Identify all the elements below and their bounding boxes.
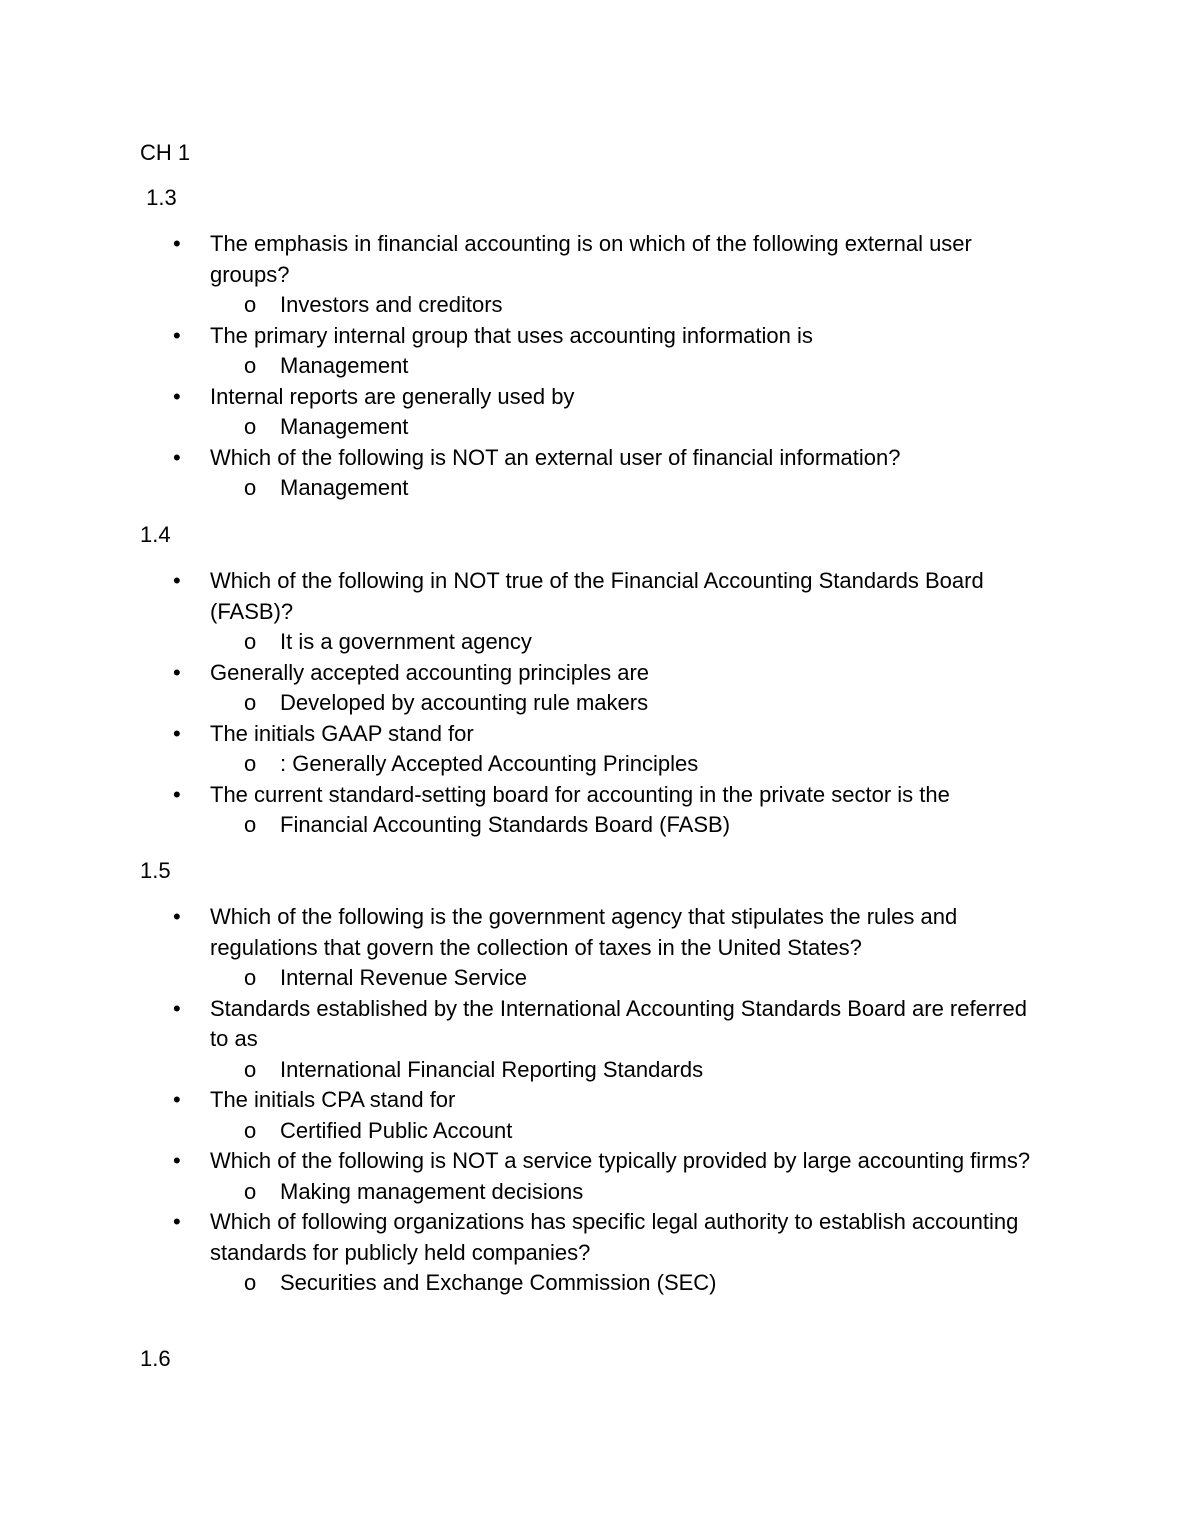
question-text: The initials GAAP stand for xyxy=(210,720,474,746)
answer-item xyxy=(210,688,1040,719)
list-item xyxy=(0,1207,1040,1299)
answer-item xyxy=(210,351,1040,382)
list-item xyxy=(0,229,1040,321)
answer-item xyxy=(210,1268,1040,1299)
bullet-icon: • xyxy=(173,781,181,807)
chapter-heading: CH 1 xyxy=(140,140,191,165)
bullet-icon: • xyxy=(173,444,181,470)
list-item xyxy=(0,902,1040,994)
question-text: Which of the following is NOT a service typically provided by large accounting firms? xyxy=(210,1148,1031,1173)
answer-item xyxy=(210,963,1040,994)
bullet-icon: • xyxy=(173,995,181,1021)
answer-item xyxy=(210,1116,1040,1147)
bullet-icon: • xyxy=(173,720,181,746)
list-item xyxy=(0,780,1040,841)
answer-item xyxy=(210,290,1040,321)
sub-bullet-icon: o xyxy=(244,475,257,500)
answer-item xyxy=(210,412,1040,443)
bullet-icon: • xyxy=(173,1087,181,1112)
question-list-1-3 xyxy=(0,229,1040,504)
sub-bullet-icon: o xyxy=(244,812,257,837)
section-label-1-6: 1.6 xyxy=(140,1346,171,1371)
section-label-1-5: 1.5 xyxy=(140,858,171,883)
bullet-icon: • xyxy=(173,322,181,348)
sub-bullet-icon: o xyxy=(244,690,257,715)
question-text: Which of the following is NOT an external user of financial information? xyxy=(210,444,901,470)
answer-item xyxy=(210,749,1040,780)
bullet-icon: • xyxy=(173,383,181,409)
section-label-1-3: 1.3 xyxy=(140,185,177,210)
sub-bullet-icon: o xyxy=(244,1270,257,1295)
bullet-icon: • xyxy=(173,1148,181,1173)
question-text: The primary internal group that uses accounting information is xyxy=(210,322,813,348)
list-item xyxy=(0,719,1040,780)
sub-bullet-icon: o xyxy=(244,414,257,439)
list-item xyxy=(0,658,1040,719)
answer-text: Securities and Exchange Commission (SEC) xyxy=(280,1270,717,1295)
question-text: Which of following organizations has specific legal authority to establish accounting standards for publicly held companies? xyxy=(210,1209,1019,1265)
question-text: Standards established by the International Accounting Standards Board are referred to as xyxy=(210,995,1027,1051)
list-item xyxy=(0,994,1040,1086)
answer-text: : Generally Accepted Accounting Principles xyxy=(280,751,699,776)
answer-text: Financial Accounting Standards Board (FASB) xyxy=(280,812,731,837)
bullet-icon: • xyxy=(173,1209,181,1234)
answer-text: Management xyxy=(280,353,409,378)
answer-item xyxy=(210,1177,1040,1208)
list-item xyxy=(0,321,1040,382)
sub-bullet-icon: o xyxy=(244,292,257,317)
list-item xyxy=(0,443,1040,504)
list-item xyxy=(0,566,1040,658)
answer-item xyxy=(210,627,1040,658)
question-list-1-4 xyxy=(0,566,1040,841)
answer-item xyxy=(210,810,1040,841)
bullet-icon: • xyxy=(173,904,181,929)
answer-text: Certified Public Account xyxy=(280,1117,513,1143)
list-item xyxy=(0,1085,1040,1146)
bullet-icon: • xyxy=(173,231,181,256)
answer-text: Making management decisions xyxy=(280,1178,584,1204)
sub-bullet-icon: o xyxy=(244,1178,257,1204)
sub-bullet-icon: o xyxy=(244,965,257,990)
answer-text: Management xyxy=(280,475,409,500)
answer-text: It is a government agency xyxy=(280,629,532,654)
answer-text: Developed by accounting rule makers xyxy=(280,690,649,715)
list-item xyxy=(0,382,1040,443)
sub-bullet-icon: o xyxy=(244,353,257,378)
bullet-icon: • xyxy=(173,568,181,593)
answer-text: International Financial Reporting Standards xyxy=(280,1056,704,1082)
bullet-icon: • xyxy=(173,659,181,685)
sub-bullet-icon: o xyxy=(244,1056,257,1082)
list-item xyxy=(0,1146,1040,1207)
sub-bullet-icon: o xyxy=(244,629,257,654)
sub-bullet-icon: o xyxy=(244,1117,257,1143)
question-text: Internal reports are generally used by xyxy=(210,383,575,409)
question-text: The current standard-setting board for accounting in the private sector is the xyxy=(210,781,950,807)
question-text: Which of the following in NOT true of the Financial Accounting Standards Board (FASB)? xyxy=(210,568,984,624)
question-text: Which of the following is the government agency that stipulates the rules and regulations that govern the collection of taxes in the United States? xyxy=(210,904,958,960)
answer-text: Internal Revenue Service xyxy=(280,965,528,990)
question-list-1-5 xyxy=(0,902,1040,1299)
answer-item xyxy=(210,1055,1040,1086)
section-label-1-4: 1.4 xyxy=(140,522,171,547)
question-text: Generally accepted accounting principles are xyxy=(210,659,650,685)
answer-text: Investors and creditors xyxy=(280,292,503,317)
question-text: The initials CPA stand for xyxy=(210,1087,456,1112)
answer-text: Management xyxy=(280,414,409,439)
question-text: The emphasis in financial accounting is on which of the following external user groups? xyxy=(210,231,972,287)
sub-bullet-icon: o xyxy=(244,751,257,776)
answer-item xyxy=(210,473,1040,504)
